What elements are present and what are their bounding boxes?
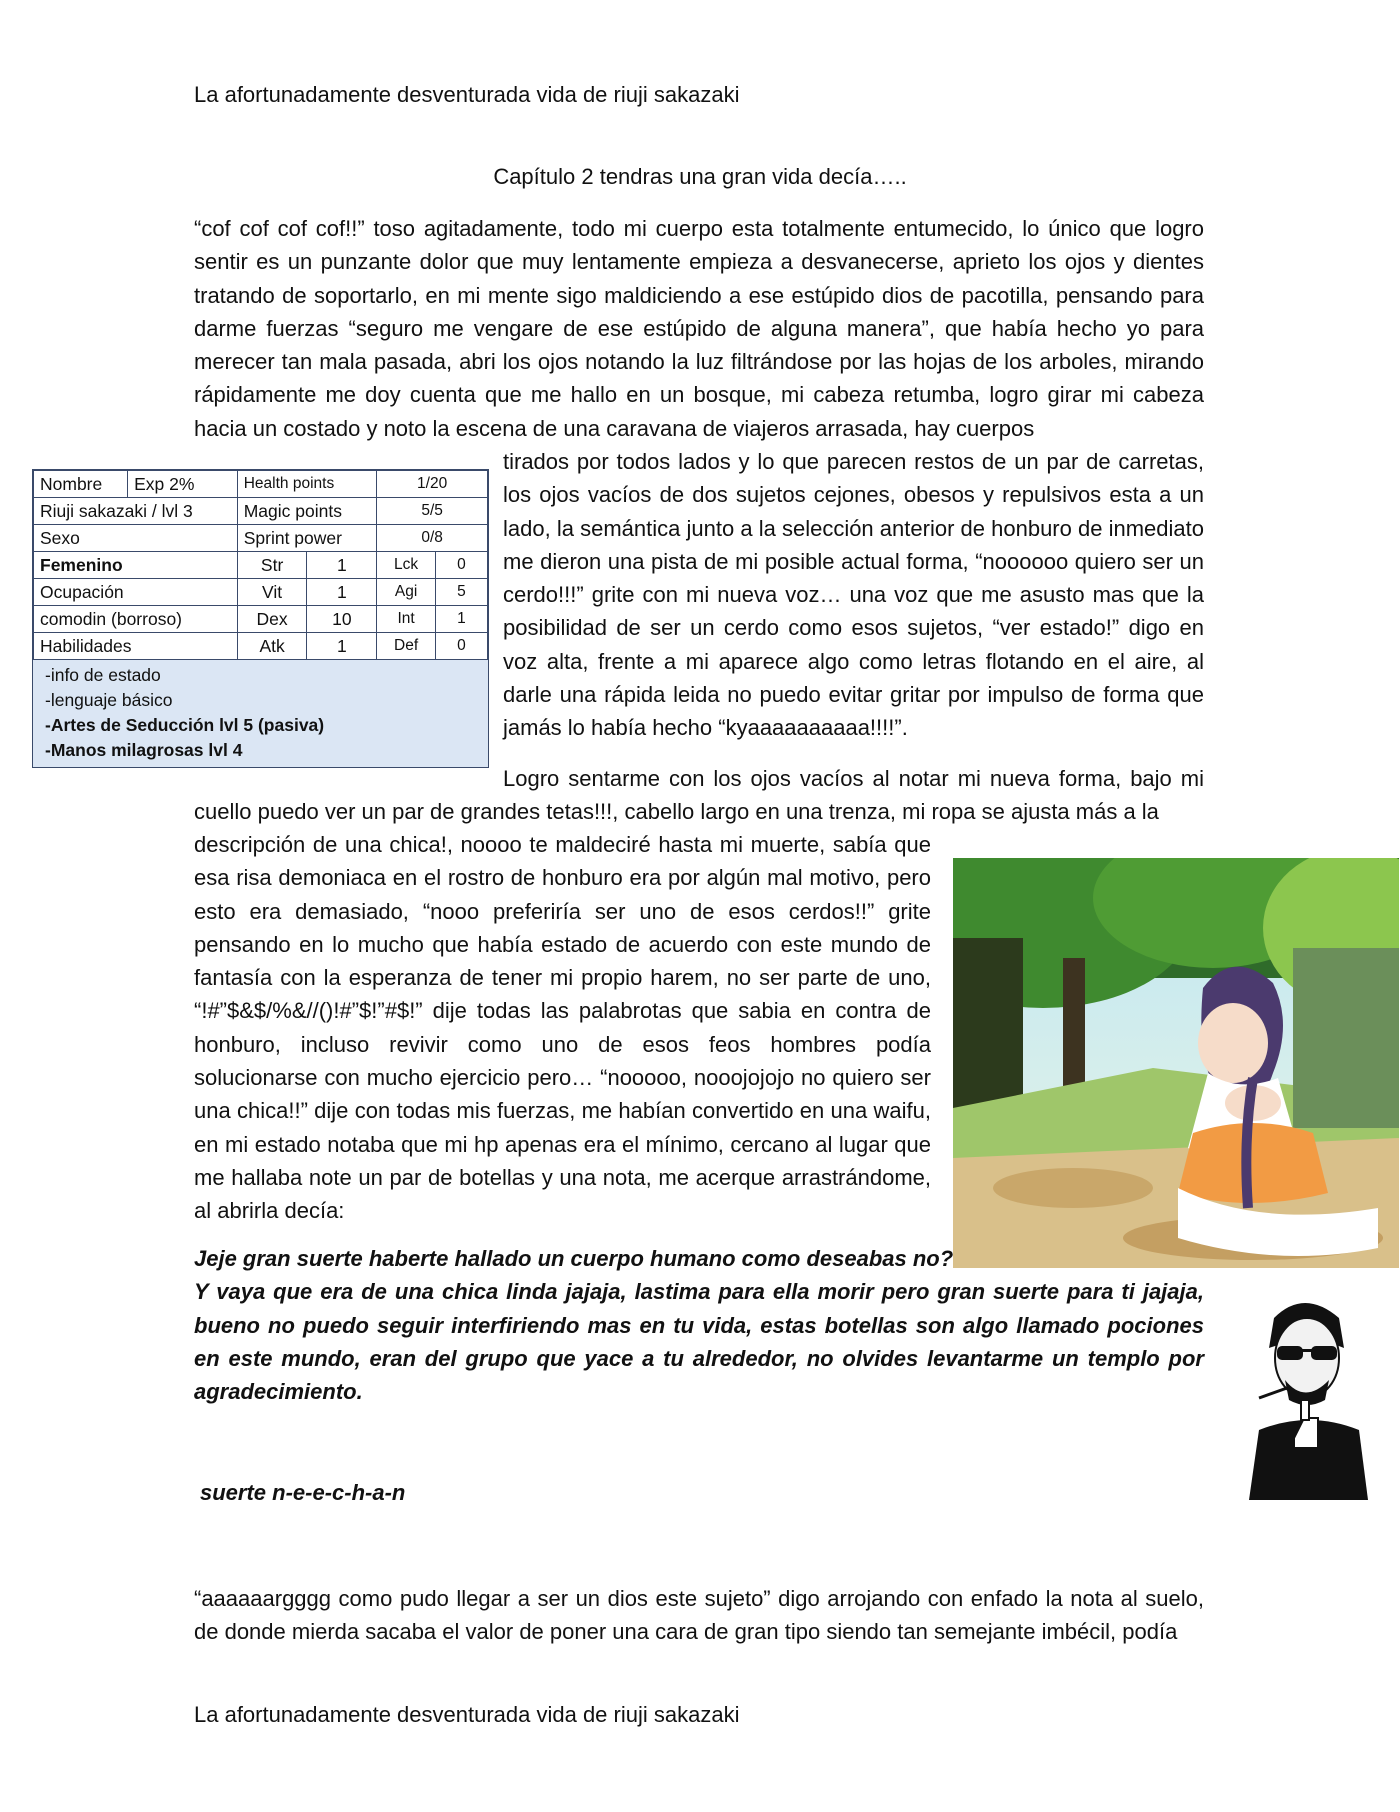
sp-label: Sprint power xyxy=(237,525,377,552)
def-label: Def xyxy=(377,633,436,660)
hp-value: 1/20 xyxy=(377,471,488,498)
skill-item: -lenguaje básico xyxy=(45,690,173,710)
ocupacion-value: comodin (borroso) xyxy=(34,606,238,633)
paragraph-1: “cof cof cof cof!!” toso agitadamente, todo mi cuerpo esta totalmente entumecido, lo único que logro sentir es un punzante dolor que muy lentamente empieza a desvanecerse, aprieto los ojos y dientes tratando de soportarlo, en mi mente sigo maldiciendo a ese estúpido dios de pacotilla, pensando para darme fuerzas “seguro me vengare de ese estúpido de alguna manera”, que había hecho yo para merecer tan mala pasada, abri los ojos notando la luz filtrándose por las hojas de los arboles, mirando rápidamente me doy cuenta que me hallo en un bosque, mi cabeza retumba, logro girar mi cabeza hacia un costado y noto la escena de una caravana de viajeros arrasada, hay cuerpos xyxy=(194,216,1204,441)
vit-value: 1 xyxy=(307,579,377,606)
nombre-label: Nombre xyxy=(34,471,128,498)
paragraph-2: tirados por todos lados y lo que parecen restos de un par de carretas, los ojos vacíos de dos sujetos cejones, obesos y repulsivos esta a un lado, la semántica junto a la selección anterior de honburo de inmediato me dieron una pista de mi posible actual forma, “noooooo quiero ser un cerdo!!!” grite con mi nueva voz… una voz que me asusto mas que la posibilidad de ser un cerdo como esos sujetos, “ver estado!” digo en voz alta, frente a mi aparece algo como letras flotando en el aire, al darle una rápida leida no puedo evitar gritar por impulso de forma que jamás lo había hecho “kyaaaaaaaaaa!!!!”. xyxy=(503,449,1204,741)
sp-value: 0/8 xyxy=(377,525,488,552)
habilidades-label: Habilidades xyxy=(34,633,238,660)
agi-value: 5 xyxy=(435,579,487,606)
skill-item: -Artes de Seducción lvl 5 (pasiva) xyxy=(45,715,325,735)
skills-list xyxy=(33,660,488,767)
str-label: Str xyxy=(237,552,307,579)
note-signature: suerte n-e-e-c-h-a-n xyxy=(200,1480,406,1505)
anime-girl-illustration xyxy=(953,858,1399,1268)
atk-value: 1 xyxy=(307,633,377,660)
hp-label: Health points xyxy=(237,471,377,498)
vit-label: Vit xyxy=(237,579,307,606)
atk-label: Atk xyxy=(237,633,307,660)
dex-label: Dex xyxy=(237,606,307,633)
god-note xyxy=(194,1242,1204,1408)
name-level: Riuji sakazaki / lvl 3 xyxy=(34,498,238,525)
paragraph-4: “aaaaaargggg como pudo llegar a ser un dios este sujeto” digo arrojando con enfado la nota al suelo, de donde mierda sacaba el valor de poner una cara de gran tipo siendo tan semejante imbécil, podía xyxy=(194,1586,1204,1645)
agi-label: Agi xyxy=(377,579,436,606)
sexo-value: Femenino xyxy=(34,552,238,579)
dex-value: 10 xyxy=(307,606,377,633)
skill-item: -info de estado xyxy=(45,665,161,685)
exp-value: Exp 2% xyxy=(128,471,238,498)
note-line-1: Jeje gran suerte haberte hallado un cuerpo humano como deseabas no? xyxy=(194,1246,954,1271)
page-header: La afortunadamente desventurada vida de riuji sakazaki xyxy=(194,82,740,107)
str-value: 1 xyxy=(307,552,377,579)
skill-item: -Manos milagrosas lvl 4 xyxy=(45,740,243,760)
sunglasses-man-illustration xyxy=(1249,1288,1368,1500)
status-window xyxy=(32,469,489,768)
status-table xyxy=(33,470,488,660)
lck-value: 0 xyxy=(435,552,487,579)
chapter-title-text: Capítulo 2 tendras una gran vida decía….. xyxy=(493,164,907,189)
note-body: Y vaya que era de una chica linda jajaja, lastima para ella morir pero gran suerte para ti jajaja, bueno no puedo seguir interfiriendo mas en tu vida, estas botellas son algo llamado pociones en este mundo, eran del grupo que yace a tu alrededor, no olvides levantarme un templo por agradecimiento. xyxy=(194,1279,1204,1405)
paragraph-3a: Logro sentarme con los ojos vacíos al notar mi nueva forma, bajo mi cuello puedo ver un par de grandes tetas!!!, cabello largo en una trenza, mi ropa se ajusta más a la xyxy=(194,766,1204,825)
chapter-title xyxy=(0,164,1400,190)
int-value: 1 xyxy=(435,606,487,633)
int-label: Int xyxy=(377,606,436,633)
page-footer: La afortunadamente desventurada vida de riuji sakazaki xyxy=(194,1702,740,1727)
lck-label: Lck xyxy=(377,552,436,579)
paragraph-3b: descripción de una chica!, noooo te maldeciré hasta mi muerte, sabía que esa risa demoniaca en el rostro de honburo era por algún mal motivo, pero esto era demasiado, “nooo preferiría ser uno de esos cerdos!!” grite pensando en lo mucho que había estado de acuerdo con este mundo de fantasía con la esperanza de tener mi propio harem, no ser parte de uno, “!#”$&$/%&//()!#”$!”#$!” dije todas las palabrotas que sabia en contra de honburo, incluso revivir como uno de esos feos hombres podía solucionarse con mucho ejercicio pero… “nooooo, nooojojojo no quiero ser una chica!!” dije con todas mis fuerzas, me habían convertido en una waifu, en mi estado notaba que mi hp apenas era el mínimo, cercano al lugar que me hallaba note un par de botellas y una nota, me acerque arrastrándome, al abrirla decía: xyxy=(194,832,931,1224)
mp-label: Magic points xyxy=(237,498,377,525)
mp-value: 5/5 xyxy=(377,498,488,525)
ocupacion-label: Ocupación xyxy=(34,579,238,606)
sexo-label: Sexo xyxy=(34,525,238,552)
def-value: 0 xyxy=(435,633,487,660)
